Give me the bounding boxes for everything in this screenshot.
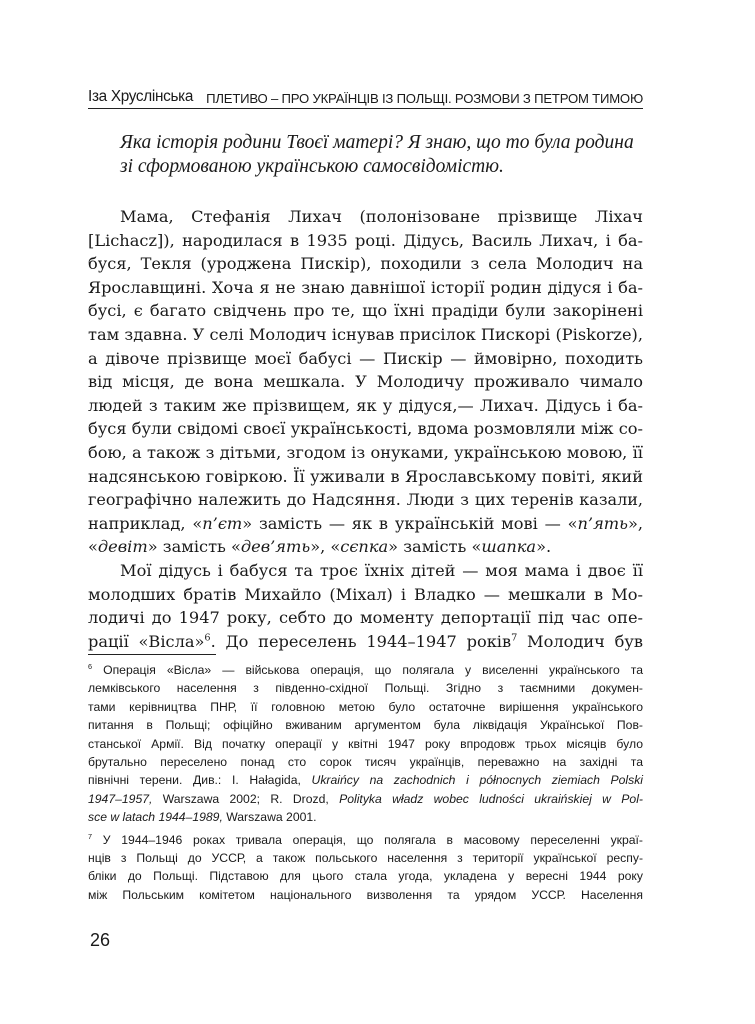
footnote-line: станської Армії. Від початку операції у квітні 1947 року впродовж трьох місяців було [88,736,643,751]
footnote-line: $^7$ У 1944–1946 роках тривала операція, що полягала в масовому переселенні украї- [88,831,643,847]
paragraph-line: буся були свідомі своєї українськості, вдома розмовляли між со- [88,419,643,439]
body-text [88,205,643,653]
paragraph-line: там здавна. У селі Молодич існував присілок Пискорі (Piskorze), [88,324,643,344]
running-head-title: ПЛЕТИВО – ПРО УКРАЇНЦІВ ІЗ ПОЛЬЩІ. РОЗМОВИ З ПЕТРОМ ТИМОЮ [206,91,643,106]
paragraph-line: «девіт» замість «дев’ять», «сєпка» замість «шапка». [88,537,552,557]
footnote-line: лемківського населення з південно-східної Польщі. Згідно з таємними докумен- [88,681,643,696]
running-head [88,82,643,106]
paragraph-line: а дівоче прізвище моєї бабусі — Пискір — ймовірно, походить [88,348,643,368]
paragraph-line: [Lichacz]), народилася в 1935 році. Дідусь, Василь Лихач, і ба- [88,230,643,250]
paragraph-line: рації «Вісла»$^6$. До переселень 1944–1947 років$^7$ Молодич був [88,631,643,651]
footnote-ref[interactable]: 7 [511,632,518,644]
running-head-author: Іза Хруслінська [88,88,194,105]
footnote-line: брутально переселено понад сто сорок тисяч українців, переважно на західні та [88,754,643,769]
paragraph-line: Мама, Стефанія Лихач (полонізоване прізвище Ліхач [120,207,643,226]
question-line: зі сформованою українською самосвідомістю. [120,155,504,177]
paragraph-line: буся, Текля (уроджена Пискір), походили з села Молодич на [88,254,643,274]
paragraph-line: наприклад, «п’єт» замість — як в українській мові — «п’ять», [88,513,644,533]
paragraph-line: молодших братів Михайло (Міхал) і Владко — мешкали в Мо- [88,584,643,604]
footnote-ref[interactable]: 6 [204,632,211,644]
paragraph-line: людей з таким же прізвищем, як у дідуся,— Лихач. Дідусь і ба- [88,395,643,415]
paragraph-line: Ярославщині. Хоча я не знаю давнішої історії родин дідуся і ба- [88,277,643,297]
footnote-line: 1947–1957, Warszawa 2002; R. Drozd, Polityka władz wobec ludności ukraińskiej w Pol- [88,791,643,806]
paragraph-line: Мої дідусь і бабуся та троє їхніх дітей — моя мама і двоє її [120,560,643,580]
footnote-7 [88,831,643,905]
paragraph-line: географічно належить до Надсяння. Люди з цих теренів казали, [88,490,643,510]
paragraph-line: бусі, є багато свідчень про те, що їхні прадіди були закорінені [88,301,643,321]
footnote-line: sce w latach 1944–1989, Warszawa 2001. [88,810,317,825]
footnote-line: нців з Польщі до УССР, а також польського населення з території української респу- [88,850,643,865]
footnotes [88,661,643,904]
paragraph-line: бою, а також з дітьми, згодом із онуками, українською мовою, її [88,442,643,462]
paragraph-line: від місця, де вона мешкала. У Молодичу проживало чимало [88,372,643,392]
interview-question [120,130,643,177]
page-number: 26 [90,930,111,950]
paragraph-line: надсянською говіркою. Її уживали в Ярославському повіті, який [88,466,643,486]
question-line: Яка історія родини Твоєї матері? Я знаю, що то була родина [120,132,634,153]
footnote-rule [88,654,216,655]
footnote-line: $^6$ Операція «Вісла» — військова операція, що полягала у виселенні українського та [88,661,643,677]
paragraph-line: лодичі до 1947 року, себто до моменту депортації під час опе- [88,608,643,628]
book-page [88,0,643,1024]
footnote-6 [88,661,643,827]
footnote-line: питання в Польщі; офіційно вживаним аргументом була ліквідація Української Пов- [88,718,643,733]
footnote-line: тами керівництва ПНР, її головною метою було остаточне вирішення українського [88,699,643,714]
footnote-line: північні терени. Див.: I. Hałagida, Ukraińcy na zachodnich i północnych ziemiach Polski [88,773,643,788]
footnote-line: між Польським комітетом національного визволення та урядом УССР. Населення [88,887,643,902]
header-rule [88,108,643,109]
footnote-line: бліки до Польщі. Підставою для цього стала угода, укладена у вересні 1944 року [88,869,643,884]
